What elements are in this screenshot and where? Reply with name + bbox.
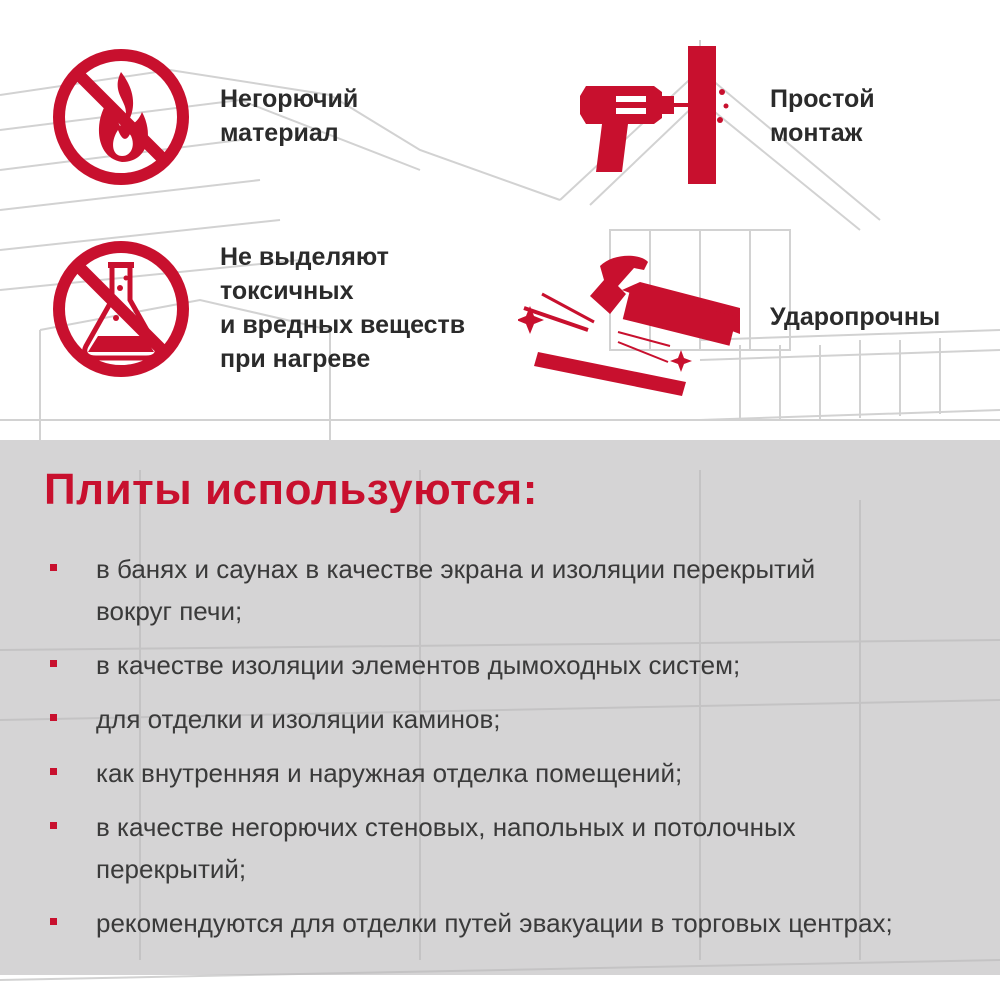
- list-item: [0, 752, 1000, 794]
- uses-title: Плиты используются:: [44, 465, 538, 514]
- no-fire-icon: [50, 46, 192, 188]
- use-text: как внутренняя и наружная отделка помещений;: [96, 758, 683, 788]
- use-text: рекомендуются для отделки путей эвакуации в торговых центрах;: [96, 908, 893, 938]
- uses-list: [0, 548, 1000, 956]
- list-item: [0, 644, 1000, 686]
- use-text: в качестве негорючих стеновых, напольных и потолочных перекрытий;: [96, 812, 796, 884]
- bullet-marker: [50, 564, 57, 571]
- feature-easy-install: [500, 0, 1000, 220]
- uses-panel: [0, 440, 1000, 975]
- list-item: [0, 698, 1000, 740]
- no-chemicals-icon: [50, 238, 192, 380]
- feature-nonflammable: [0, 0, 500, 220]
- feature-label-easy-install: Простой монтаж: [770, 85, 875, 147]
- list-item: [0, 548, 1000, 632]
- bullet-marker: [50, 918, 57, 925]
- bullet-marker: [50, 714, 57, 721]
- use-text: в качестве изоляции элементов дымоходных систем;: [96, 650, 741, 680]
- list-item: [0, 902, 1000, 944]
- use-text: в банях и саунах в качестве экрана и изоляции перекрытий вокруг печи;: [96, 554, 816, 626]
- feature-label-impact-resistant: Ударопрочны: [770, 303, 941, 331]
- bullet-marker: [50, 768, 57, 775]
- hammer-icon: [518, 250, 748, 400]
- use-text: для отделки и изоляции каминов;: [96, 704, 501, 734]
- bullet-marker: [50, 660, 57, 667]
- feature-label-non-toxic: Не выделяют токсичных и вредных веществ при нагреве: [220, 243, 466, 373]
- feature-non-toxic: [0, 220, 500, 420]
- feature-impact-resistant: [500, 220, 1000, 420]
- bullet-marker: [50, 822, 57, 829]
- drill-icon: [576, 40, 736, 190]
- feature-label-nonflammable: Негорючий материал: [220, 85, 359, 147]
- list-item: [0, 806, 1000, 890]
